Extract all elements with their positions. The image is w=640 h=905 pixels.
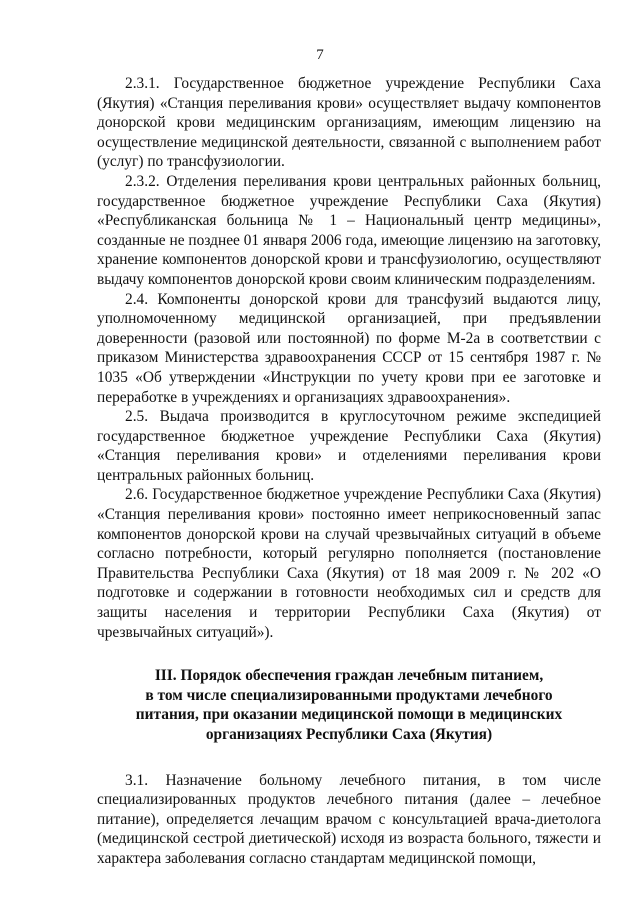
section-heading	[97, 666, 601, 744]
paragraph-3-1: 3.1. Назначение больному лечебного питания, в том числе специализированных продуктов лечебного питания (далее – лечебное питание), определяется лечащим врачом с консультацией врача-диетолога (медицинской сестрой диетической) исходя из возраста больного, тяжести и характера заболевания согласно стандартам медицинской помощи,	[97, 771, 601, 867]
paragraph-2-3-2: 2.3.2. Отделения переливания крови центральных районных больниц, государственное бюджетное учреждение Республики Саха (Якутия) «Республиканская больница № 1 – Национальный центр медицины», созданные не позднее 01 января 2006 года, имеющие лицензию на заготовку, хранение компонентов донорской крови и трансфузиологию, осуществляют выдачу компонентов донорской крови своим клиническим подразделениям.	[97, 172, 601, 288]
paragraph-2-6: 2.6. Государственное бюджетное учреждение Республики Саха (Якутия) «Станция переливания крови» постоянно имеет неприкосновенный запас компонентов донорской крови на случай чрезвычайных ситуаций в объеме согласно потребности, который регулярно пополняется (постановление Правительства Республики Саха (Якутия) от 18 мая 2009 г. № 202 «О подготовке и содержании в готовности необходимых сил и средств для защиты населения и территории Республики Саха (Якутия) от чрезвычайных ситуаций»).	[97, 486, 601, 641]
section-heading-line: в том числе специализированными продуктами лечебного	[145, 686, 553, 704]
section-heading-line: III. Порядок обеспечения граждан лечебным питанием,	[154, 667, 544, 685]
paragraph-2-3-1: 2.3.1. Государственное бюджетное учреждение Республики Саха (Якутия) «Станция переливания крови» осуществляет выдачу компонентов донорской крови медицинским организациям, имеющим лицензию на осуществление медицинской деятельности, связанной с выполнением работ (услуг) по трансфузиологии.	[97, 75, 601, 171]
paragraph-2-5: 2.5. Выдача производится в круглосуточном режиме экспедицией государственное бюджетное учреждение Республики Саха (Якутия) «Станция переливания крови» и отделениями переливания крови центральных районных больниц.	[97, 408, 601, 484]
page-number: 7	[316, 47, 324, 63]
section-heading-line: питания, при оказании медицинской помощи в медицинских	[135, 706, 563, 724]
document-body	[97, 74, 601, 869]
section-heading-line: организациях Республики Саха (Якутия)	[205, 726, 493, 743]
paragraph-2-4: 2.4. Компоненты донорской крови для трансфузий выдаются лицу, уполномоченному медицинской организацией, при предъявлении доверенности (разовой или постоянной) по форме М-2а в соответствии с приказом Министерства здравоохранения СССР от 15 сентября 1987 г. № 1035 «Об утверждении «Инструкции по учету крови при ее заготовке и переработке в учреждениях и организациях здравоохранения».	[97, 290, 601, 406]
